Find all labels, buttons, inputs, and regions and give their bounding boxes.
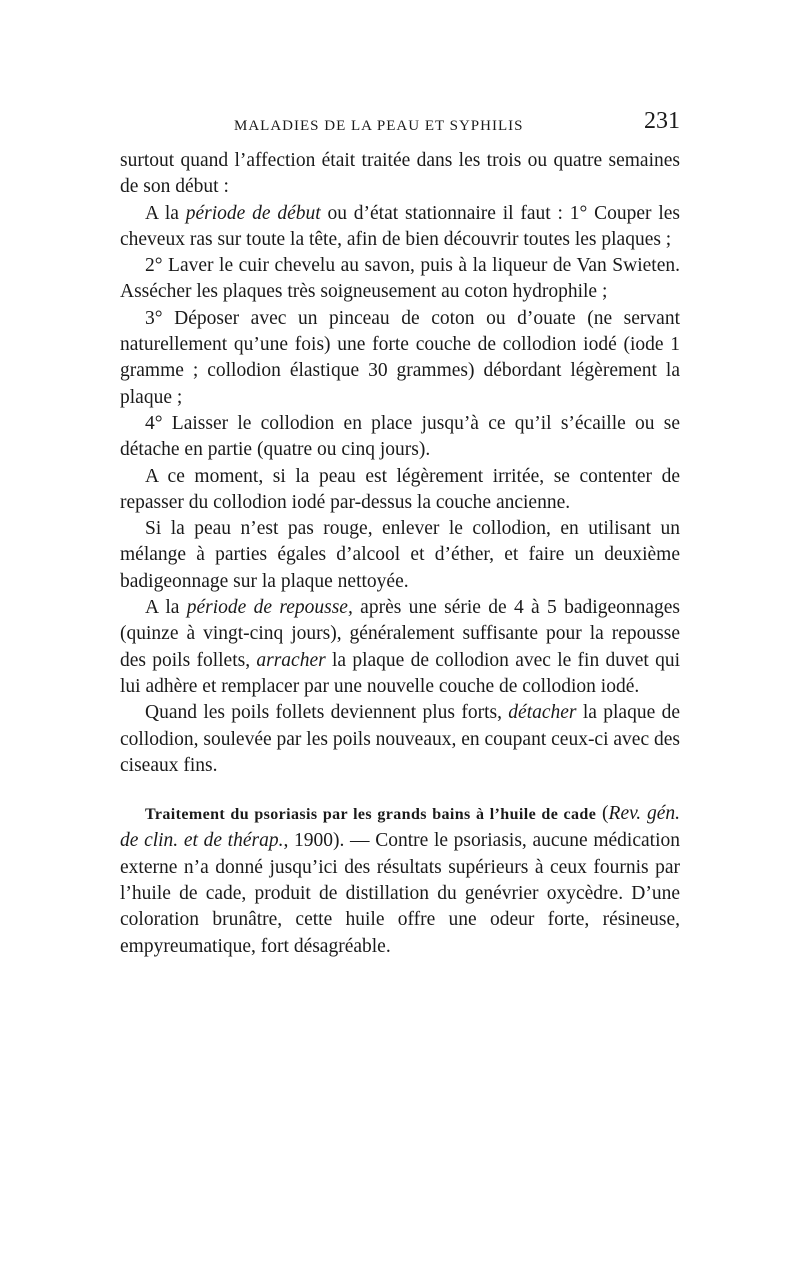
paragraph-text: surtout quand l’affection était traitée dans les trois ou quatre semaines de son début : [120,150,680,198]
paragraph-ce-moment [120,464,680,517]
article-psoriasis [120,801,680,960]
paragraph-text: 4° Laisser le collodion en place jusqu’à ce qu’il s’écaille ou se détache en partie (quatre ou cinq jours). [120,412,680,461]
paragraph-step-3 [120,306,680,411]
paragraph-text: la plaque de collodion, soulevée par les poils nouveaux, en coupant ceux-ci avec des ciseaux fins. [120,702,680,776]
paragraph-peau-rouge [120,516,680,595]
page-number: 231 [644,108,680,134]
paragraph-step-4 [120,411,680,464]
paragraph-periode-repousse [120,595,680,700]
body-text [120,148,680,960]
paragraph-text: A ce moment, si la peau est légèrement irritée, se contenter de repasser du collodion iodé par-dessus la couche ancienne. [120,465,680,513]
paragraph-text: après une série de 4 à 5 badigeonnages (quinze à vingt-cinq jours), généralement suffisante pour la repousse des poils follets, [120,597,680,671]
paragraph-poils-follets [120,700,680,779]
paragraph-text: A la [145,597,187,619]
paragraph-text: A la [145,202,186,224]
paragraph-step-2 [120,253,680,306]
paragraph-text: 2° Laver le cuir chevelu au savon, puis à la liqueur de Van Swieten. Assécher les plaques très soigneusement au coton hydrophile ; [120,255,680,303]
italic-term: arracher [256,649,326,671]
italic-term: détacher [508,702,577,724]
running-title: MALADIES DE LA PEAU ET SYPHILIS [234,118,524,134]
article-body: Contre le psoriasis, aucune médication externe n’a donné jusqu’ici des résultats supérieurs à ceux fournis par l’huile de cade, produit de distillation du genévrier oxycèdre. D’une coloration brunâtre, cette huile offre une odeur forte, résineuse, empyreumatique, fort désagréable. [120,830,680,957]
paragraph-text: Si la peau n’est pas rouge, enlever le collodion, en utilisant un mélange à parties égales d’alcool et d’éther, et faire un deuxième badigeonnage sur la plaque nettoyée. [120,518,680,592]
paragraph-periode-debut [120,201,680,254]
paragraph-text: Quand les poils follets deviennent plus forts, [145,702,509,724]
paragraph-continuation [120,148,680,201]
paragraph-text: la plaque de collodion avec le fin duvet qui lui adhère et remplacer par une nouvelle couche de collodion iodé. [120,649,680,697]
section-gap [120,779,680,801]
article-source: Rev. gén. de clin. et de thérap. [120,803,681,852]
running-head [120,106,680,142]
article-year: , 1900). — [283,830,376,852]
article-punctuation: ( [596,803,609,825]
paragraph-text: ou d’état stationnaire il faut : 1° Couper les cheveux ras sur toute la tête, afin de bien découvrir toutes les plaques ; [120,202,680,250]
italic-term: période de repousse, [186,597,353,619]
article-title: Traitement du psoriasis par les grands bains à l’huile de cade [145,806,597,824]
paragraph-text: 3° Déposer avec un pinceau de coton ou d’ouate (ne servant naturellement qu’une fois) une forte couche de collodion iodé (iode 1 gramme ; collodion élastique 30 grammes) débordant légèrement la plaque ; [120,307,680,408]
italic-term: période de début [185,202,321,224]
